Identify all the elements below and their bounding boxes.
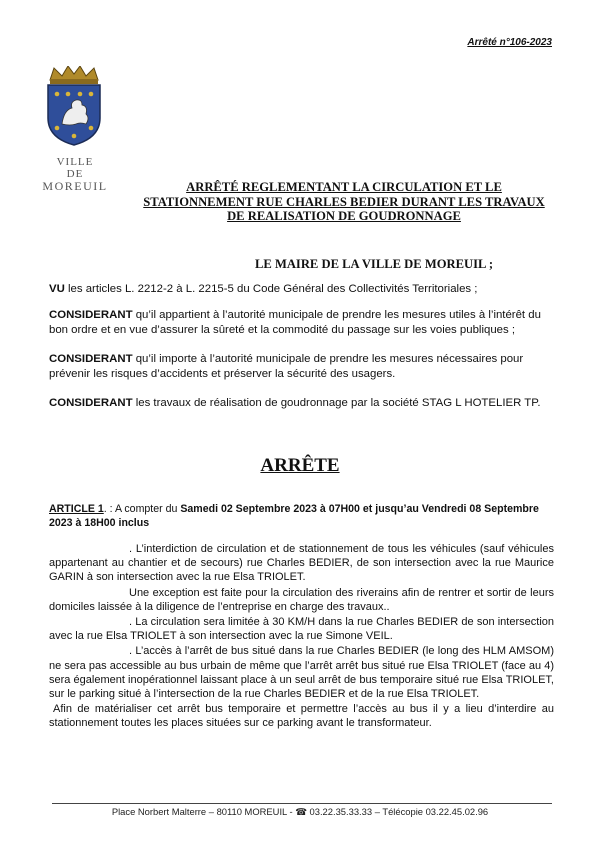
article-1-header	[49, 502, 554, 530]
body-paragraph: Une exception est faite pour la circulation des riverains afin de rentrer et sortir de leurs domiciles laissée à la diligence de l’entreprise en charge des travaux..	[49, 586, 554, 613]
body-paragraph: . L’interdiction de circulation et de stationnement de tous les véhicules (sauf véhicules appartenant au chantier et de secours) rue Charles BEDIER, de son intersection avec la rue Maurice GARIN à son intersection avec la rue Elsa TRIOLET.	[49, 543, 554, 584]
title-line-3: DE REALISATION DE GOUDRONNAGE	[227, 209, 461, 223]
consideration-keyword: VU	[49, 283, 65, 295]
town-line-ville: VILLE	[56, 156, 94, 168]
consideration-keyword: CONSIDERANT	[49, 309, 133, 321]
town-line-moreuil: MOREUIL	[42, 179, 108, 193]
town-line-de: DE	[66, 168, 84, 180]
footer-divider	[52, 803, 552, 804]
body-paragraph: Afin de matérialiser cet arrêt bus temporaire et permettre l’accès au bus il y a lieu d’interdire au stationnement toutes les places situées sur ce parking avant le transformateur.	[49, 703, 554, 730]
consideration-3	[49, 396, 554, 411]
article-dates: Samedi 02 Septembre 2023 à 07H00 et jusqu’au Vendredi 08 Septembre 2023 à 18H00 inclus	[49, 503, 539, 529]
body-paragraph: . La circulation sera limitée à 30 KM/H dans la rue Charles BEDIER de son intersection avec la rue Elsa TRIOLET à son intersection avec la rue Simone VEIL.	[49, 616, 554, 643]
title-line-1: ARRÊTÉ REGLEMENTANT LA CIRCULATION ET LE	[186, 180, 502, 194]
coat-of-arms-icon	[42, 66, 106, 146]
consideration-keyword: CONSIDERANT	[49, 353, 133, 365]
body-paragraph: . L’accès à l’arrêt de bus situé dans la rue Charles BEDIER (le long des HLM AMSOM) ne sera pas accessible au bus urbain de même que l’arrêt arrêt bus situé rue Elsa TRIOLET (face au 4) sera également inopérationnel laissant place à un seul arrêt de bus temporaire situé rue Elsa TRIOLET, sur le parking situé à l’intersection de la rue Charles BEDIER et de la rue Elsa TRIOLET.	[49, 645, 554, 701]
consideration-vu	[49, 282, 554, 297]
consideration-text: qu’il importe à l’autorité municipale de prendre les mesures nécessaires pour prévenir les risques d’accidents et préserver la sécurité des usagers.	[49, 353, 524, 380]
title-line-2: STATIONNEMENT RUE CHARLES BEDIER DURANT LES TRAVAUX	[143, 194, 545, 209]
reference-number: Arrêté n°106-2023	[467, 37, 552, 48]
article-separator: . :	[103, 503, 113, 515]
consideration-text: les travaux de réalisation de goudronnage par la société STAG L HOTELIER TP.	[132, 397, 541, 409]
mayor-heading: LE MAIRE DE LA VILLE DE MOREUIL ;	[255, 257, 494, 271]
arrete-heading: ARRÊTE	[260, 455, 340, 476]
consideration-2	[49, 352, 554, 382]
consideration-text: qu’il appartient à l’autorité municipale de prendre les mesures utiles à l’intérêt du bon ordre et en vue d’assurer la sûreté et la commodité du passage sur les voies publiques ;	[49, 309, 541, 336]
article-body	[49, 542, 554, 732]
consideration-keyword: CONSIDERANT	[49, 397, 133, 409]
footer-address: Place Norbert Malterre – 80110 MOREUIL - ☎ 03.22.35.33.33 – Télécopie 03.22.45.02.96	[111, 806, 489, 817]
document-title	[128, 180, 560, 224]
consideration-1	[49, 308, 554, 338]
article-intro: A compter du	[114, 503, 181, 515]
consideration-text: les articles L. 2212-2 à L. 2215-5 du Code Général des Collectivités Territoriales ;	[64, 283, 478, 295]
article-label: ARTICLE 1	[49, 503, 104, 515]
town-name	[40, 156, 110, 192]
